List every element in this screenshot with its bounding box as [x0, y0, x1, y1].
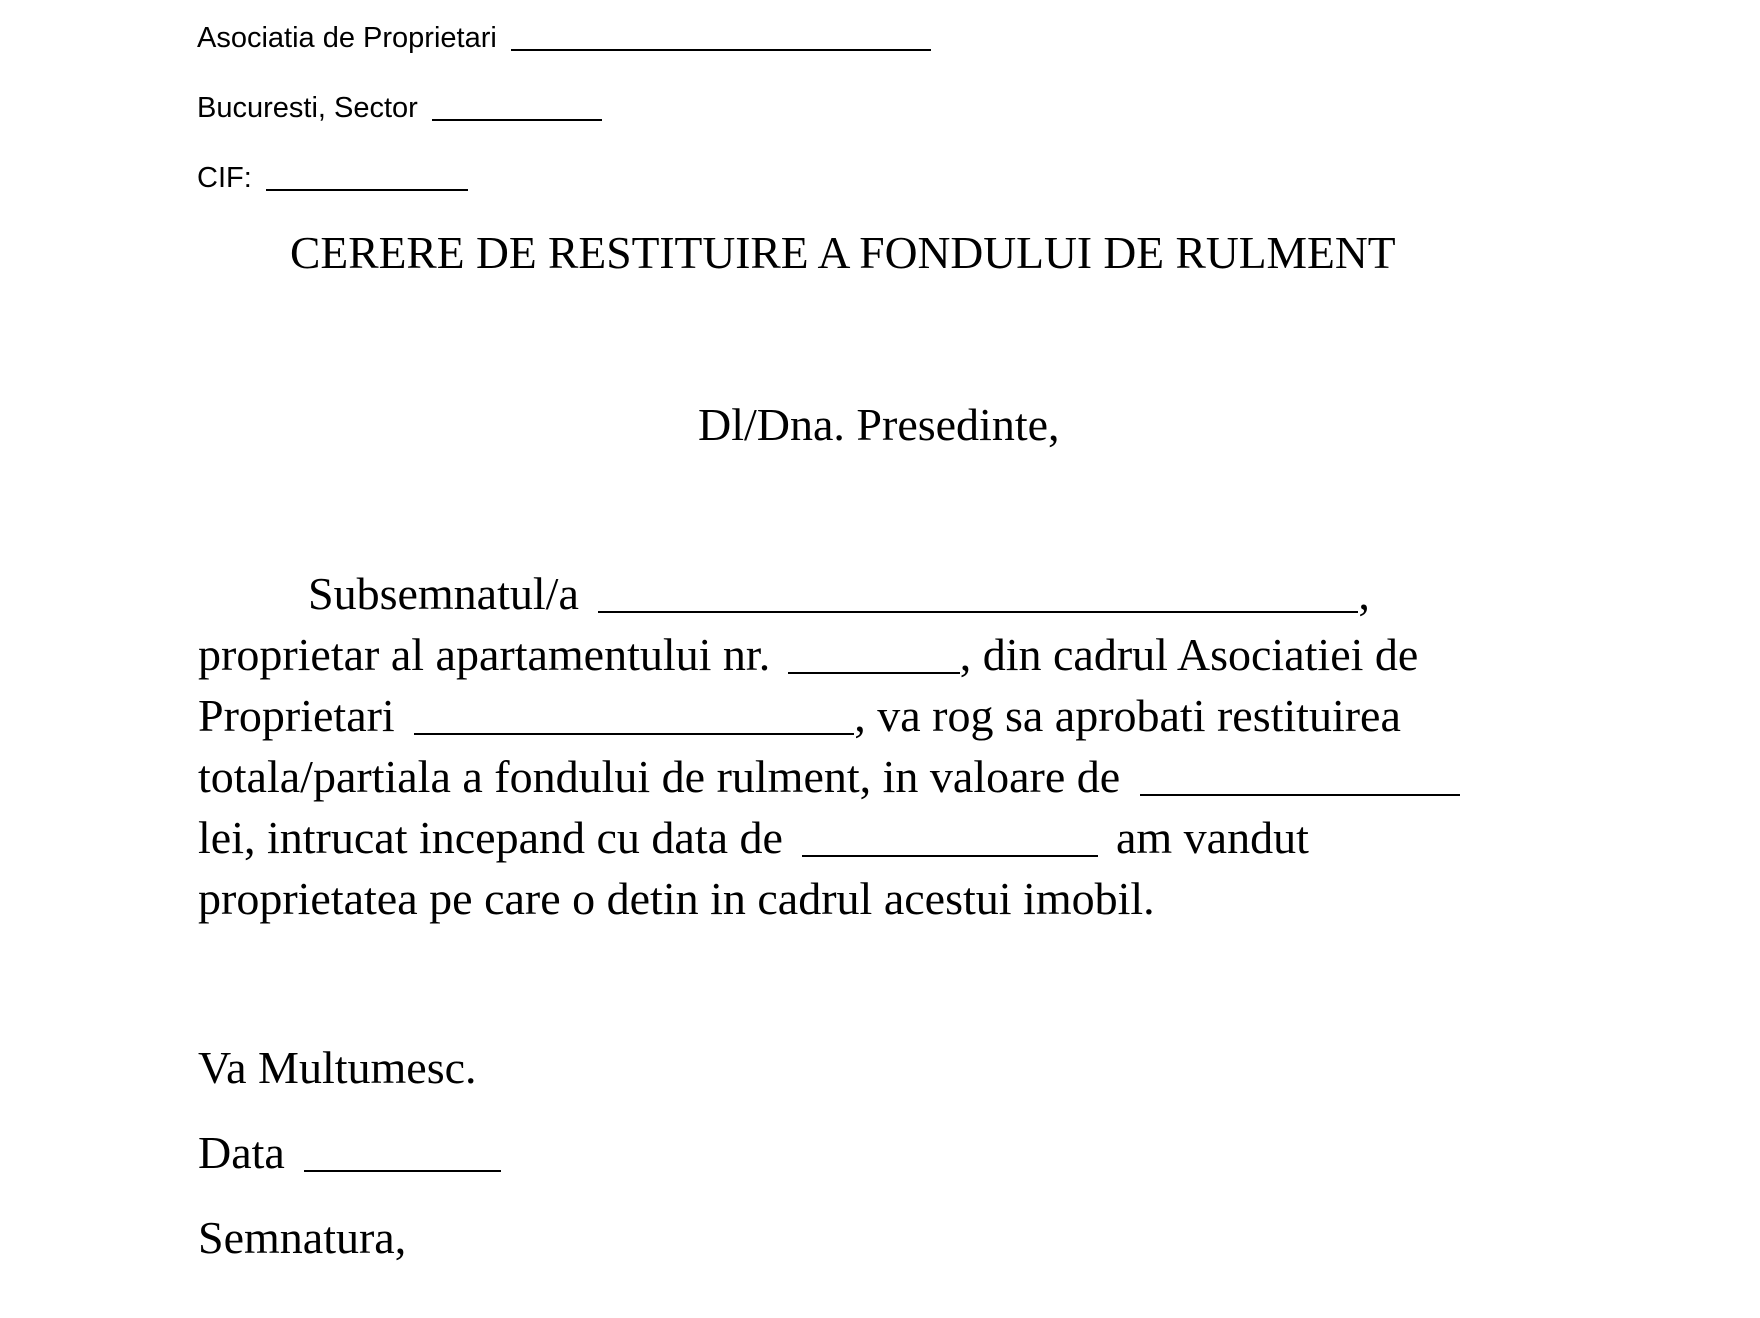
- association-label: Asociatia de Proprietari: [197, 22, 497, 54]
- association-name-field[interactable]: [511, 49, 931, 51]
- date-label: Data: [198, 1127, 285, 1178]
- name-field[interactable]: [598, 611, 1358, 613]
- request-text: , va rog sa aprobati restituirea: [854, 690, 1401, 741]
- thanks-text: Va Multumesc.: [198, 1042, 477, 1093]
- salutation: [698, 398, 1060, 451]
- body-line-6: [198, 872, 1155, 925]
- proprietari-label: Proprietari: [198, 690, 395, 741]
- association-text: , din cadrul Asociatiei de: [959, 629, 1419, 680]
- association-name-body-field[interactable]: [414, 733, 854, 735]
- cif-line: [197, 162, 468, 195]
- cif-field[interactable]: [266, 189, 468, 191]
- subsemnatul-label: Subsemnatul/a: [308, 568, 579, 619]
- signature-line: [198, 1211, 406, 1264]
- amount-field[interactable]: [1140, 794, 1460, 796]
- salutation-text: Dl/Dna. Presedinte,: [698, 399, 1060, 450]
- body-line-1: [308, 567, 1370, 620]
- sold-text: am vandut: [1115, 812, 1309, 863]
- city-sector-line: [197, 92, 602, 125]
- apartment-label: proprietar al apartamentului nr.: [198, 629, 771, 680]
- body-line-5: [198, 811, 1309, 864]
- sale-date-field[interactable]: [802, 855, 1098, 857]
- comma: ,: [1358, 568, 1370, 619]
- city-sector-label: Bucuresti, Sector: [197, 92, 418, 124]
- document-title: [290, 226, 1482, 279]
- date-field[interactable]: [304, 1170, 501, 1172]
- body-line-2: [198, 628, 1418, 681]
- body-line-3: [198, 689, 1401, 742]
- body-line-4: [198, 750, 1460, 803]
- signature-label: Semnatura,: [198, 1212, 407, 1263]
- apartment-number-field[interactable]: [788, 672, 960, 674]
- association-line: [197, 22, 931, 55]
- cif-label: CIF:: [197, 162, 252, 194]
- property-text: proprietatea pe care o detin in cadrul acestui imobil.: [198, 873, 1155, 924]
- title-text: CERERE DE RESTITUIRE A FONDULUI DE RULMENT: [290, 227, 1396, 278]
- thanks-line: [198, 1041, 477, 1094]
- sector-field[interactable]: [432, 119, 602, 121]
- amount-label: totala/partiala a fondului de rulment, in valoare de: [198, 751, 1121, 802]
- sale-date-label: lei, intrucat incepand cu data de: [198, 812, 783, 863]
- date-line: [198, 1126, 501, 1179]
